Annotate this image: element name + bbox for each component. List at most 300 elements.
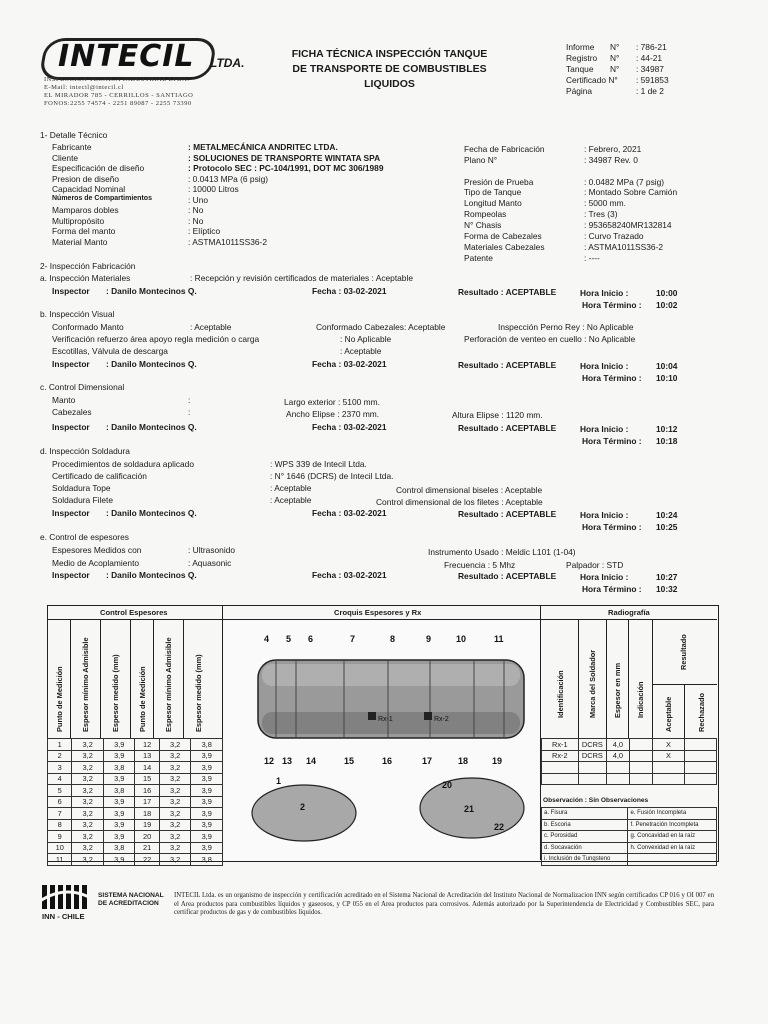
inspector-name: : Danilo Montecinos Q. <box>106 359 197 369</box>
inspector-label: Inspector <box>52 286 90 296</box>
dimensional-cabezales: Cabezales <box>52 407 92 417</box>
table-cell: 3,2 <box>72 831 104 843</box>
table-cell: 3,2 <box>159 785 191 797</box>
detail-label: Rompeolas <box>464 209 507 219</box>
radiografia-title: Radiografía <box>608 608 650 617</box>
table-cell: 3,8 <box>103 785 135 797</box>
point-label: 12 <box>264 756 275 766</box>
divider <box>153 620 154 738</box>
espesores-header: Punto de Medición <box>137 666 147 732</box>
table-cell <box>578 773 607 785</box>
hora-termino-label: Hora Término : <box>582 522 642 532</box>
inspection-date: Fecha : 03-02-2021 <box>312 422 387 432</box>
espesores-metodo: Espesores Medidos con <box>52 545 142 555</box>
table-cell <box>653 762 685 774</box>
materiales-text: : Recepción y revisión certificados de materiales : Aceptable <box>190 273 413 283</box>
table-cell: 3,2 <box>159 762 191 774</box>
espesores-frecuencia: Frecuencia : 5 Mhz <box>444 560 516 570</box>
table-cell: 3,8 <box>103 842 135 854</box>
inspector-name: : Danilo Montecinos Q. <box>106 422 197 432</box>
table-cell <box>629 773 653 785</box>
table-cell <box>607 762 629 774</box>
rx2-marker <box>424 712 432 720</box>
radiografia-header: Indicación <box>636 681 645 718</box>
table-cell: 4,0 <box>607 739 629 751</box>
detail-value: : 953658240MR132814 <box>584 220 672 230</box>
table-cell: 3,8 <box>191 854 223 866</box>
table-cell: 20 <box>135 831 159 843</box>
table-cell <box>684 762 716 774</box>
table-cell: 3,2 <box>159 796 191 808</box>
inspector-name: : Danilo Montecinos Q. <box>106 286 197 296</box>
meta-label: Certificado N° <box>566 75 618 85</box>
espesores-palpador: Palpador : STD <box>566 560 624 570</box>
table-cell: 8 <box>48 819 72 831</box>
table-row <box>542 750 717 762</box>
table-cell: 17 <box>135 796 159 808</box>
detail-label: Presion de diseño <box>52 173 120 184</box>
table-cell: X <box>653 750 685 762</box>
radiografia-header: Espesor en mm <box>613 662 622 718</box>
table-cell: 3,9 <box>191 762 223 774</box>
table-cell: 6 <box>48 796 72 808</box>
inn-line1: SISTEMA NACIONAL <box>98 892 164 899</box>
divider <box>100 620 101 738</box>
company-address: EL MIRADOR 785 - CERRILLOS - SANTIAGO <box>44 92 194 99</box>
table-cell: 19 <box>135 819 159 831</box>
table-cell: DCRS <box>578 750 607 762</box>
detail-label: Presión de Prueba <box>464 177 534 187</box>
visual-escotillas: Escotillas, Válvula de descarga <box>52 346 168 356</box>
detail-value: : ASTMA1011SS36-2 <box>188 236 267 247</box>
hora-termino-value: 10:25 <box>656 522 678 532</box>
table-cell: 3,2 <box>72 785 104 797</box>
table-cell <box>542 773 579 785</box>
table-cell: 3,9 <box>103 750 135 762</box>
table-cell: X <box>653 739 685 751</box>
detail-label: Longitud Manto <box>464 198 522 208</box>
visual-venteo: Perforación de venteo en cuello : No Aplicable <box>464 334 636 344</box>
table-cell: 3,2 <box>72 842 104 854</box>
hora-termino-value: 10:32 <box>656 584 678 594</box>
table-cell: Rx-2 <box>542 750 579 762</box>
table-cell: 3,9 <box>103 854 135 866</box>
hora-termino-value: 10:10 <box>656 373 678 383</box>
table-cell <box>578 762 607 774</box>
detail-label: Números de Compartimientos <box>52 194 152 202</box>
point-label: 18 <box>458 756 469 766</box>
hora-termino-label: Hora Término : <box>582 584 642 594</box>
detail-label: Especificación de diseño <box>52 163 145 173</box>
soldadura-biseles: Control dimensional biseles : Aceptable <box>396 485 543 495</box>
visual-cabezales: Conformado Cabezales: Aceptable <box>316 322 446 332</box>
table-cell: 13 <box>135 750 159 762</box>
point-label: 7 <box>350 634 356 644</box>
section-fabricacion-heading: 2- Inspección Fabricación <box>40 261 136 271</box>
hora-termino-label: Hora Término : <box>582 300 642 310</box>
inspection-result: Resultado : ACEPTABLE <box>458 287 557 297</box>
point-label: 5 <box>286 634 292 644</box>
visual-refuerzo-value: : No Aplicable <box>340 334 392 344</box>
table-cell: 3,9 <box>191 750 223 762</box>
table-cell <box>684 773 716 785</box>
legend-row <box>542 854 717 866</box>
divider <box>628 620 629 738</box>
legend-cell: b. Escoria <box>542 819 628 831</box>
colon: : <box>188 407 191 417</box>
soldadura-certificado: Certificado de calificación <box>52 471 147 481</box>
point-label: 15 <box>344 756 355 766</box>
detail-value: : No <box>188 205 204 215</box>
table-cell: 18 <box>135 808 159 820</box>
espesores-header: Espesor mínimo Admisible <box>81 637 90 732</box>
table-cell: 15 <box>135 773 159 785</box>
inspector-name: : Danilo Montecinos Q. <box>106 508 197 518</box>
table-row <box>542 762 717 774</box>
detail-label: Plano N° <box>464 155 498 165</box>
table-row <box>48 854 223 866</box>
table-cell: 5 <box>48 785 72 797</box>
meta-value: : 786-21 <box>636 42 667 52</box>
divider <box>130 620 131 738</box>
point-label: 10 <box>456 634 467 644</box>
meta-value: : 34987 <box>636 64 664 74</box>
table-cell: 3,9 <box>191 831 223 843</box>
table-cell: 14 <box>135 762 159 774</box>
control-espesores-title: Control Espesores <box>100 608 168 617</box>
table-cell: 3,2 <box>159 773 191 785</box>
table-row <box>48 808 223 820</box>
legend-cell: i. Inclusión de Tungsteno <box>542 854 628 866</box>
table-cell: 3,9 <box>191 842 223 854</box>
inspector-label: Inspector <box>52 570 90 580</box>
hora-inicio-label: Hora Inicio : <box>580 572 629 582</box>
hora-termino-value: 10:18 <box>656 436 678 446</box>
espesores-instrumento: Instrumento Usado : Meldic L101 (1-04) <box>428 547 576 557</box>
inspector-label: Inspector <box>52 508 90 518</box>
detail-value: : 0.0413 MPa (6 psig) <box>188 173 269 184</box>
detail-value: : 0.0482 MPa (7 psig) <box>584 177 665 187</box>
inspection-date: Fecha : 03-02-2021 <box>312 286 387 296</box>
company-email: E-Mail: intecil@intecil.cl <box>44 84 124 91</box>
table-cell <box>629 739 653 751</box>
detail-value: : SOLUCIONES DE TRANSPORTE WINTATA SPA <box>188 152 381 163</box>
detail-label: Fabricante <box>52 142 92 152</box>
table-cell: 1 <box>48 739 72 751</box>
table-row <box>48 739 223 751</box>
table-cell: 11 <box>48 854 72 866</box>
hora-inicio-label: Hora Inicio : <box>580 288 629 298</box>
radiografia-header: Marca del Soldador <box>588 649 597 718</box>
rx1-marker <box>368 712 376 720</box>
soldadura-tope: Soldadura Tope <box>52 483 111 493</box>
detail-value: : Protocolo SEC : PC-104/1991, DOT MC 306/1989 <box>188 163 384 173</box>
table-cell: 4 <box>48 773 72 785</box>
inspector-label: Inspector <box>52 359 90 369</box>
hora-inicio-label: Hora Inicio : <box>580 424 629 434</box>
legend-cell: h. Convexidad en la raíz <box>628 842 717 854</box>
table-cell: 3,2 <box>159 831 191 843</box>
meta-value: : 1 de 2 <box>636 86 664 96</box>
point-label: 16 <box>382 756 393 766</box>
table-cell <box>684 739 716 751</box>
point-label: 17 <box>422 756 433 766</box>
table-cell: 3,9 <box>191 773 223 785</box>
inspection-result: Resultado : ACEPTABLE <box>458 509 557 519</box>
detail-value: : ---- <box>584 253 600 263</box>
hora-inicio-value: 10:27 <box>656 572 678 582</box>
table-cell: 3,2 <box>72 750 104 762</box>
inn-line2: DE ACREDITACION <box>98 900 159 907</box>
table-cell <box>684 750 716 762</box>
company-phones: FONOS:2255 74574 - 2251 89087 - 2255 73390 <box>44 100 192 107</box>
table-cell: 3,2 <box>72 762 104 774</box>
point-label: 19 <box>492 756 503 766</box>
visual-manto: Conformado Manto <box>52 322 124 332</box>
soldadura-certificado-value: : N° 1646 (DCRS) de Intecil Ltda. <box>270 471 394 481</box>
table-cell: 9 <box>48 831 72 843</box>
detail-value: : 5000 mm. <box>584 198 626 208</box>
table-cell: 2 <box>48 750 72 762</box>
defect-legend <box>541 807 717 866</box>
legend-row <box>542 808 717 820</box>
table-cell: 3,2 <box>159 854 191 866</box>
table-row <box>48 831 223 843</box>
meta-label: Registro <box>566 53 598 63</box>
detail-value: : Elíptico <box>188 226 221 236</box>
detail-label: Patente <box>464 253 493 263</box>
radiografia-header: Aceptable <box>664 696 673 732</box>
meta-symbol: N° <box>610 42 620 52</box>
soldadura-filetes-control: Control dimensional de los filetes : Aceptable <box>376 497 543 507</box>
detail-label: N° Chasis <box>464 220 502 230</box>
soldadura-tope-value: : Aceptable <box>270 483 312 493</box>
hora-termino-label: Hora Término : <box>582 436 642 446</box>
inspection-date: Fecha : 03-02-2021 <box>312 508 387 518</box>
section-detalle-heading: 1- Detalle Técnico <box>40 130 108 140</box>
inspector-label: Inspector <box>52 422 90 432</box>
inspection-result: Resultado : ACEPTABLE <box>458 423 557 433</box>
croquis-title: Croquis Espesores y Rx <box>334 608 422 617</box>
table-cell <box>629 750 653 762</box>
detail-label: Multipropósito <box>52 215 105 226</box>
dimensional-ancho: Ancho Elipse : 2370 mm. <box>286 409 380 419</box>
soldadura-procedimientos: Procedimientos de soldadura aplicado <box>52 459 194 469</box>
table-cell: 3,9 <box>103 739 135 751</box>
detail-label: Tipo de Tanque <box>464 187 522 197</box>
table-cell: 21 <box>135 842 159 854</box>
divider <box>183 620 184 738</box>
meta-label: Informe <box>566 42 595 52</box>
table-row <box>542 773 717 785</box>
table-cell: 3,2 <box>159 750 191 762</box>
espesores-header: Espesor medido (mm) <box>194 654 203 732</box>
subsection-visual: b. Inspección Visual <box>40 309 115 319</box>
visual-escotillas-value: : Aceptable <box>340 346 382 356</box>
rx2-label: Rx-2 <box>434 716 449 723</box>
table-cell: 3,8 <box>103 762 135 774</box>
visual-manto-value: : Aceptable <box>190 322 232 332</box>
detail-label: Forma de Cabezales <box>464 231 542 241</box>
subsection-espesores: e. Control de espesores <box>40 532 129 542</box>
visual-refuerzo: Verificación refuerzo área apoyo regla medición o carga <box>52 334 260 344</box>
table-cell: 3,2 <box>72 773 104 785</box>
divider <box>606 620 607 738</box>
inn-logo-icon <box>40 883 98 911</box>
legend-row <box>542 842 717 854</box>
legend-cell <box>628 854 717 866</box>
detail-label: Material Manto <box>52 236 108 247</box>
table-cell <box>607 773 629 785</box>
detail-label: Forma del manto <box>52 226 116 236</box>
meta-symbol: N° <box>610 64 620 74</box>
point-label: 8 <box>390 634 396 644</box>
subsection-dimensional: c. Control Dimensional <box>40 382 125 392</box>
tank-sketch <box>224 620 539 860</box>
table-cell: 22 <box>135 854 159 866</box>
subsection-materiales: a. Inspección Materiales <box>40 273 131 283</box>
point-label: 9 <box>426 634 432 644</box>
table-row <box>48 785 223 797</box>
hora-inicio-value: 10:12 <box>656 424 678 434</box>
table-row <box>48 750 223 762</box>
table-row <box>48 796 223 808</box>
table-cell: 3,2 <box>159 842 191 854</box>
divider <box>578 620 579 738</box>
radiografia-header: Resultado <box>678 634 688 670</box>
dimensional-largo: Largo exterior : 5100 mm. <box>284 397 380 407</box>
legend-cell: f. Penetración Incompleta <box>628 819 717 831</box>
point-label: 4 <box>264 634 270 644</box>
dimensional-manto: Manto <box>52 395 76 405</box>
radiografia-header: Identificación <box>555 670 565 718</box>
meta-value: : 591853 <box>636 75 669 85</box>
point-label: 21 <box>464 804 475 814</box>
rx1-label: Rx-1 <box>378 716 393 723</box>
table-cell: 3,9 <box>103 831 135 843</box>
table-cell: 3,2 <box>72 739 104 751</box>
inspector-name: : Danilo Montecinos Q. <box>106 570 197 580</box>
table-cell: 3,9 <box>191 785 223 797</box>
meta-label: Página <box>566 86 593 96</box>
divider <box>70 620 71 738</box>
detail-label: Mamparos dobles <box>52 205 119 215</box>
observacion: Observación : Sin Observaciones <box>543 797 649 804</box>
table-cell: 3,9 <box>191 808 223 820</box>
table-cell <box>629 762 653 774</box>
espesores-acoplamiento-value: : Aquasonic <box>188 558 232 568</box>
legend-cell: c. Porosidad <box>542 831 628 843</box>
table-cell: 3,2 <box>159 819 191 831</box>
document-title: FICHA TÉCNICA INSPECCIÓN TANQUE DE TRANSPORTE DE COMBUSTIBLES LIQUIDOS <box>291 48 488 90</box>
table-cell: 3,9 <box>191 796 223 808</box>
table-cell <box>653 773 685 785</box>
table-row <box>48 762 223 774</box>
accreditation-text: INTECIL Ltda. es un organismo de inspección y certificación acreditado en el Sistema Nacional de Acreditación del Instituto Nacional de Normalizacion INN según certificados CP 016 y OI 007 en el Area productos para combustibles líquidos y gaseosos, y CP 055 en el Area productos para corrosivos. Además autorizado por la Superintendencia de Electricidad y Combustibles SEC, para certificar productos de gas y de combustibles líquidos. <box>174 892 714 917</box>
table-cell: 3,2 <box>159 808 191 820</box>
point-label: 11 <box>494 634 504 644</box>
inspection-result: Resultado : ACEPTABLE <box>458 360 557 370</box>
point-label: 6 <box>308 634 314 644</box>
table-cell: 4,0 <box>607 750 629 762</box>
table-row <box>48 819 223 831</box>
table-cell: 3,2 <box>72 808 104 820</box>
table-cell: 3,2 <box>159 739 191 751</box>
table-cell: 3,9 <box>191 819 223 831</box>
table-cell: 3 <box>48 762 72 774</box>
espesores-header: Espesor mínimo Admisible <box>164 637 173 732</box>
divider <box>684 684 685 738</box>
legend-cell: g. Concavidad en la raíz <box>628 831 717 843</box>
legend-cell: d. Socavación <box>542 842 628 854</box>
table-cell: 3,2 <box>72 854 104 866</box>
point-label: 13 <box>282 756 293 766</box>
hora-termino-label: Hora Término : <box>582 373 642 383</box>
dimensional-altura: Altura Elipse : 1120 mm. <box>452 410 543 420</box>
inspection-result: Resultado : ACEPTABLE <box>458 571 557 581</box>
detail-label: Materiales Cabezales <box>464 242 545 252</box>
table-cell: 16 <box>135 785 159 797</box>
table-cell: 12 <box>135 739 159 751</box>
espesores-acoplamiento: Medio de Acoplamiento <box>52 558 140 568</box>
detail-value: : ASTMA1011SS36-2 <box>584 242 663 252</box>
detail-value: : No <box>188 215 204 226</box>
detail-value: : 34987 Rev. 0 <box>584 155 638 165</box>
table-cell: Rx-1 <box>542 739 579 751</box>
hora-inicio-value: 10:04 <box>656 361 678 371</box>
table-row <box>542 739 717 751</box>
hora-inicio-value: 10:24 <box>656 510 678 520</box>
radiografia-header: Rechazado <box>696 692 706 732</box>
inn-country: INN - CHILE <box>42 912 85 921</box>
hora-termino-value: 10:02 <box>656 300 678 310</box>
inspection-date: Fecha : 03-02-2021 <box>312 359 387 369</box>
point-label: 20 <box>442 780 453 790</box>
table-cell: 7 <box>48 808 72 820</box>
detail-value: : 10000 Litros <box>188 184 239 194</box>
table-cell <box>542 762 579 774</box>
table-cell: 3,9 <box>103 796 135 808</box>
legend-cell: e. Fusión Incompleta <box>628 808 717 820</box>
radiografia-table <box>541 738 717 785</box>
detail-value: : Montado Sobre Camión <box>584 187 678 197</box>
point-label: 1 <box>276 776 282 786</box>
legend-cell: a. Fisura <box>542 808 628 820</box>
point-label: 22 <box>494 822 505 832</box>
espesores-table <box>47 738 223 866</box>
table-cell: 10 <box>48 842 72 854</box>
table-row <box>48 842 223 854</box>
hora-inicio-label: Hora Inicio : <box>580 361 629 371</box>
legend-row <box>542 831 717 843</box>
point-label: 2 <box>300 802 306 812</box>
espesores-header: Punto de Medición <box>54 666 64 732</box>
espesores-header: Espesor medido (mm) <box>111 654 120 732</box>
soldadura-filete: Soldadura Filete <box>52 495 113 505</box>
table-cell: 3,8 <box>191 739 223 751</box>
meta-symbol: N° <box>610 53 620 63</box>
soldadura-filete-value: : Aceptable <box>270 495 312 505</box>
detail-label: Capacidad Nominal <box>52 184 126 194</box>
divider <box>652 620 653 738</box>
detail-value: : Febrero, 2021 <box>584 144 642 154</box>
inspection-date: Fecha : 03-02-2021 <box>312 570 387 580</box>
visual-perno-rey: Inspección Perno Rey : No Aplicable <box>498 322 634 332</box>
subsection-soldadura: d. Inspección Soldadura <box>40 446 130 456</box>
table-cell: 3,2 <box>72 819 104 831</box>
colon: : <box>188 395 191 405</box>
soldadura-wps: : WPS 339 de Intecil Ltda. <box>270 459 367 469</box>
